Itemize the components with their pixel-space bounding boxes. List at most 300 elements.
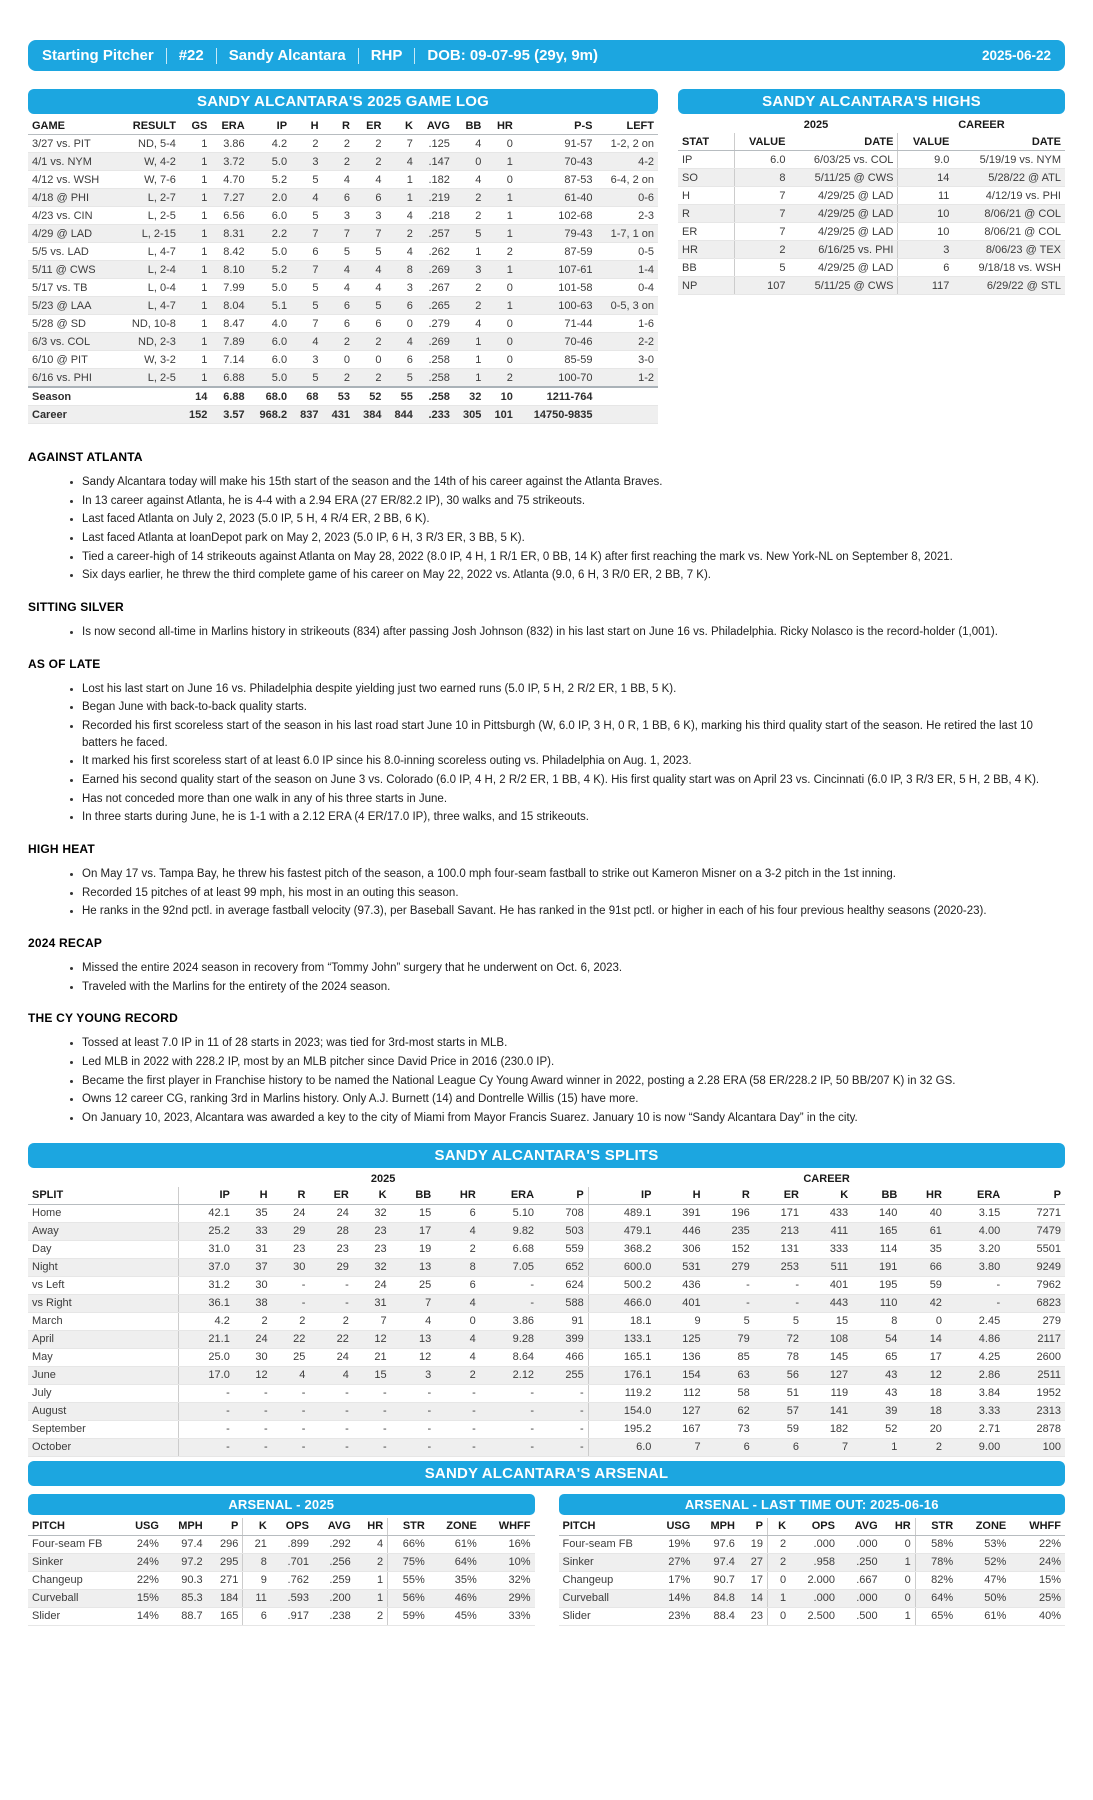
- table-cell: L, 4-7: [118, 297, 180, 315]
- table-cell: .259: [313, 1571, 355, 1589]
- arsenal-lasttimeout-title-bar: ARSENAL - LAST TIME OUT: 2025-06-16: [559, 1494, 1066, 1515]
- table-cell: 195: [852, 1276, 901, 1294]
- column-header: BB: [391, 1187, 436, 1205]
- table-cell: 8: [852, 1312, 901, 1330]
- column-header: RESULT: [118, 117, 180, 135]
- table-row: [28, 1535, 535, 1553]
- table-cell: 6/16/25 vs. PHI: [789, 241, 897, 259]
- group-header-cell: 2025: [370, 1172, 396, 1185]
- table-cell: 4.2: [178, 1312, 234, 1330]
- table-cell: 97.4: [163, 1535, 207, 1553]
- table-cell: .000: [839, 1589, 882, 1607]
- arsenal-lasttimeout-table: [559, 1518, 1066, 1626]
- table-cell: 82%: [915, 1571, 957, 1589]
- table-cell: 0: [485, 171, 516, 189]
- table-cell: 446: [655, 1222, 704, 1240]
- table-cell: .958: [790, 1553, 839, 1571]
- table-cell: 4: [354, 171, 385, 189]
- table-cell: 588: [538, 1294, 588, 1312]
- table-cell: 85-59: [517, 351, 597, 369]
- splits-table: [28, 1171, 1065, 1457]
- table-cell: 39: [852, 1402, 901, 1420]
- table-cell: 4.70: [211, 171, 248, 189]
- table-cell: 24%: [120, 1535, 163, 1553]
- table-cell: [118, 406, 180, 424]
- table-cell: -: [391, 1384, 436, 1402]
- table-cell: 4: [309, 1366, 352, 1384]
- table-cell: 16%: [481, 1535, 535, 1553]
- table-cell: -: [309, 1276, 352, 1294]
- table-cell: 14: [901, 1330, 946, 1348]
- table-cell: 53%: [957, 1535, 1010, 1553]
- table-cell: 2: [272, 1312, 310, 1330]
- column-header: DATE: [953, 133, 1065, 151]
- table-cell: 31: [353, 1294, 391, 1312]
- bullet-item: • On May 17 vs. Tampa Bay, he threw his fastest pitch of the season, a 100.0 mph four-seam fastball to strike out Kameron Misner on a 3-2 pitch in the 1st inning.: [82, 866, 1065, 883]
- game-log-table: [28, 117, 658, 424]
- table-cell: 14750-9835: [517, 406, 597, 424]
- header-divider: [414, 48, 415, 64]
- bullet-item: • In 13 career against Atlanta, he is 4-4 with a 2.94 ERA (27 ER/82.2 IP), 30 walks and 75 strikeouts.: [82, 493, 1065, 510]
- table-cell: 45%: [429, 1607, 481, 1625]
- table-cell: -: [435, 1402, 480, 1420]
- table-cell: .219: [417, 189, 454, 207]
- table-cell: L, 2-5: [118, 207, 180, 225]
- table-cell: 78: [754, 1348, 803, 1366]
- column-header: PITCH: [559, 1518, 651, 1536]
- table-cell: -: [234, 1384, 272, 1402]
- table-cell: 90.7: [694, 1571, 739, 1589]
- table-row: [28, 153, 658, 171]
- table-cell: 13: [391, 1330, 436, 1348]
- table-cell: .238: [313, 1607, 355, 1625]
- table-cell: -: [309, 1420, 352, 1438]
- bullet-item: • Has not conceded more than one walk in any of his three starts in June.: [82, 791, 1065, 808]
- table-cell: 10: [898, 223, 953, 241]
- table-cell: 6.88: [211, 369, 248, 388]
- table-cell: 5: [705, 1312, 754, 1330]
- table-cell: 6: [435, 1276, 480, 1294]
- header-role: Starting Pitcher: [42, 47, 154, 64]
- table-cell: 2: [454, 207, 485, 225]
- column-header: ZONE: [429, 1518, 481, 1536]
- table-cell: 4.2: [249, 135, 291, 153]
- table-cell: 4: [385, 207, 416, 225]
- bullet-item: • On January 10, 2023, Alcantara was awarded a key to the city of Miami from Mayor Francis Suarez. January 10 is now “Sandy Alcantara Day” in the city.: [82, 1110, 1065, 1127]
- table-cell: 25: [272, 1348, 310, 1366]
- table-cell: 6.0: [249, 351, 291, 369]
- table-row: [28, 1240, 1065, 1258]
- table-row: [678, 187, 1065, 205]
- table-cell: 2: [323, 333, 354, 351]
- bullet-item: • He ranks in the 92nd pctl. in average fastball velocity (97.3), per Baseball Savant. He has ranked in the 91st pctl. or higher in each of his four previous healthy seasons (2020-23).: [82, 903, 1065, 920]
- table-row: [678, 223, 1065, 241]
- table-cell: -: [178, 1438, 234, 1456]
- bullet-item: • Began June with back-to-back quality starts.: [82, 699, 1065, 716]
- table-cell: 18: [901, 1402, 946, 1420]
- table-cell: 443: [803, 1294, 852, 1312]
- table-cell: 837: [291, 406, 322, 424]
- table-cell: 5.1: [249, 297, 291, 315]
- table-cell: 5: [454, 225, 485, 243]
- table-cell: -: [538, 1384, 588, 1402]
- table-cell: 30: [234, 1276, 272, 1294]
- table-cell: 4: [385, 153, 416, 171]
- column-header: P: [538, 1187, 588, 1205]
- table-cell: 4: [435, 1348, 480, 1366]
- table-cell: 61: [901, 1222, 946, 1240]
- table-cell: -: [435, 1438, 480, 1456]
- table-cell: 7.27: [211, 189, 248, 207]
- table-cell: 127: [655, 1402, 704, 1420]
- table-cell: 4: [323, 261, 354, 279]
- table-cell: 24: [353, 1276, 391, 1294]
- table-cell: 2: [355, 1607, 388, 1625]
- header-divider: [358, 48, 359, 64]
- table-cell: 6: [323, 189, 354, 207]
- table-cell: 85: [705, 1348, 754, 1366]
- table-cell: Day: [28, 1240, 178, 1258]
- column-header: VALUE: [734, 133, 789, 151]
- table-cell: 12: [234, 1366, 272, 1384]
- table-cell: -: [538, 1438, 588, 1456]
- table-cell: -: [178, 1420, 234, 1438]
- table-cell: -: [178, 1402, 234, 1420]
- notes-section: [28, 936, 1065, 995]
- table-cell: 2.86: [946, 1366, 1004, 1384]
- table-cell: 8/06/23 @ TEX: [953, 241, 1065, 259]
- table-row: [28, 1258, 1065, 1276]
- table-cell: 0: [385, 315, 416, 333]
- table-cell: 15: [391, 1204, 436, 1222]
- table-cell: 4: [354, 261, 385, 279]
- table-cell: 23%: [651, 1607, 695, 1625]
- table-cell: 55: [385, 387, 416, 406]
- table-cell: 0: [485, 279, 516, 297]
- table-cell: 35: [901, 1240, 946, 1258]
- table-cell: 88.4: [694, 1607, 739, 1625]
- table-cell: 1952: [1004, 1384, 1065, 1402]
- table-cell: 7: [385, 135, 416, 153]
- table-cell: 43: [852, 1366, 901, 1384]
- table-cell: 37: [234, 1258, 272, 1276]
- table-cell: 53: [323, 387, 354, 406]
- column-header: SPLIT: [28, 1187, 178, 1205]
- table-cell: 11: [898, 187, 953, 205]
- table-row: [28, 171, 658, 189]
- table-cell: .258: [417, 387, 454, 406]
- table-cell: 213: [754, 1222, 803, 1240]
- table-cell: 100-63: [517, 297, 597, 315]
- table-cell: 27%: [651, 1553, 695, 1571]
- table-cell: [118, 387, 180, 406]
- table-cell: Slider: [28, 1607, 120, 1625]
- table-cell: 12: [901, 1366, 946, 1384]
- table-cell: May: [28, 1348, 178, 1366]
- table-cell: 0: [485, 333, 516, 351]
- table-cell: -: [391, 1420, 436, 1438]
- table-cell: 2: [767, 1553, 790, 1571]
- table-cell: 57: [754, 1402, 803, 1420]
- table-cell: 5.0: [249, 243, 291, 261]
- table-row: [28, 1384, 1065, 1402]
- table-cell: 2: [354, 369, 385, 388]
- table-cell: -: [480, 1294, 538, 1312]
- column-header: IP: [178, 1187, 234, 1205]
- table-cell: 1: [180, 369, 211, 388]
- table-cell: 152: [705, 1240, 754, 1258]
- table-cell: .256: [313, 1553, 355, 1571]
- table-cell: 167: [655, 1420, 704, 1438]
- table-cell: 6: [385, 351, 416, 369]
- table-cell: September: [28, 1420, 178, 1438]
- table-cell: 6.0: [734, 151, 789, 169]
- table-cell: 31.0: [178, 1240, 234, 1258]
- table-cell: 489.1: [588, 1204, 655, 1222]
- table-cell: 58: [705, 1384, 754, 1402]
- table-cell: 114: [852, 1240, 901, 1258]
- column-header: BB: [852, 1187, 901, 1205]
- table-cell: IP: [678, 151, 734, 169]
- table-cell: 306: [655, 1240, 704, 1258]
- table-cell: 3.84: [946, 1384, 1004, 1402]
- bullet-item: • Tossed at least 7.0 IP in 11 of 28 starts in 2023; was tied for 3rd-most starts in MLB.: [82, 1035, 1065, 1052]
- table-cell: 4: [291, 189, 322, 207]
- column-header: HR: [435, 1187, 480, 1205]
- table-cell: 3-0: [596, 351, 658, 369]
- table-cell: 2.45: [946, 1312, 1004, 1330]
- table-cell: March: [28, 1312, 178, 1330]
- bullet-item: • Missed the entire 2024 season in recovery from “Tommy John” surgery that he underwent on Oct. 6, 2023.: [82, 960, 1065, 977]
- table-cell: 6: [705, 1438, 754, 1456]
- table-cell: 2: [454, 189, 485, 207]
- table-cell: 2.12: [480, 1366, 538, 1384]
- table-cell: 64%: [915, 1589, 957, 1607]
- table-cell: 8/06/21 @ COL: [953, 223, 1065, 241]
- table-cell: 0: [485, 315, 516, 333]
- group-header-cell: CAREER: [803, 1172, 850, 1185]
- table-cell: 8: [734, 169, 789, 187]
- table-cell: 399: [538, 1330, 588, 1348]
- table-cell: 22: [309, 1330, 352, 1348]
- table-cell: Curveball: [28, 1589, 120, 1607]
- table-cell: 433: [803, 1204, 852, 1222]
- table-cell: 59%: [388, 1607, 429, 1625]
- table-cell: 6/3 vs. COL: [28, 333, 118, 351]
- notes-region: [28, 450, 1065, 1127]
- table-cell: L, 2-4: [118, 261, 180, 279]
- table-row: [678, 259, 1065, 277]
- table-row: [28, 1553, 535, 1571]
- table-cell: .899: [271, 1535, 313, 1553]
- table-cell: 152: [180, 406, 211, 424]
- table-cell: 9.82: [480, 1222, 538, 1240]
- table-cell: 2: [234, 1312, 272, 1330]
- table-cell: Season: [28, 387, 118, 406]
- table-cell: 40%: [1010, 1607, 1065, 1625]
- table-cell: 4.00: [946, 1222, 1004, 1240]
- table-cell: 17: [901, 1348, 946, 1366]
- table-cell: 0: [767, 1607, 790, 1625]
- table-cell: .279: [417, 315, 454, 333]
- table-cell: 511: [803, 1258, 852, 1276]
- table-cell: 12: [391, 1348, 436, 1366]
- table-cell: 22%: [1010, 1535, 1065, 1553]
- table-cell: 14%: [120, 1607, 163, 1625]
- table-cell: 24: [272, 1204, 310, 1222]
- table-cell: -: [309, 1438, 352, 1456]
- table-cell: 5.10: [480, 1204, 538, 1222]
- table-cell: 97.4: [694, 1553, 739, 1571]
- table-cell: 127: [803, 1366, 852, 1384]
- table-cell: 844: [385, 406, 416, 424]
- bullet-item: • Recorded his first scoreless start of the season in his last road start June 10 in Pittsburgh (W, 6.0 IP, 3 H, 0 R, 1 BB, 6 K), marking his third quality start of the season. He retired the last 10 batters he faced.: [82, 718, 1065, 751]
- table-cell: [596, 387, 658, 406]
- table-cell: 1: [180, 153, 211, 171]
- table-cell: 24: [309, 1204, 352, 1222]
- column-header: K: [353, 1187, 391, 1205]
- table-cell: 50%: [957, 1589, 1010, 1607]
- table-cell: 401: [803, 1276, 852, 1294]
- column-header: K: [385, 117, 416, 135]
- table-cell: 9.00: [946, 1438, 1004, 1456]
- table-cell: 25%: [1010, 1589, 1065, 1607]
- table-cell: 1: [485, 189, 516, 207]
- table-cell: 55%: [388, 1571, 429, 1589]
- table-cell: 33%: [481, 1607, 535, 1625]
- table-cell: R: [678, 205, 734, 223]
- table-cell: 6/16 vs. PHI: [28, 369, 118, 388]
- table-cell: 18.1: [588, 1312, 655, 1330]
- table-cell: 17: [739, 1571, 768, 1589]
- column-header: STR: [915, 1518, 957, 1536]
- table-cell: 15%: [1010, 1571, 1065, 1589]
- table-cell: Changeup: [559, 1571, 651, 1589]
- table-row: [28, 189, 658, 207]
- table-cell: 0: [901, 1312, 946, 1330]
- bullet-item: • Six days earlier, he threw the third complete game of his career on May 22, 2022 vs. Atlanta (9.0, 6 H, 3 R/0 ER, 2 BB, 7 K).: [82, 567, 1065, 584]
- table-cell: 4: [323, 279, 354, 297]
- table-cell: 708: [538, 1204, 588, 1222]
- table-cell: 1: [180, 315, 211, 333]
- table-row: [28, 1348, 1065, 1366]
- table-cell: 112: [655, 1384, 704, 1402]
- arsenal-season-table: [28, 1518, 535, 1626]
- table-cell: 6.0: [588, 1438, 655, 1456]
- table-row: [28, 1420, 1065, 1438]
- table-cell: 3.86: [211, 135, 248, 153]
- table-cell: 2-2: [596, 333, 658, 351]
- table-header-row: [678, 133, 1065, 151]
- table-cell: .125: [417, 135, 454, 153]
- table-cell: 4: [454, 315, 485, 333]
- table-cell: 6.56: [211, 207, 248, 225]
- table-cell: 21: [243, 1535, 271, 1553]
- table-cell: 4: [435, 1294, 480, 1312]
- column-header: H: [234, 1187, 272, 1205]
- table-cell: H: [678, 187, 734, 205]
- table-cell: .182: [417, 171, 454, 189]
- table-cell: 2: [454, 297, 485, 315]
- table-cell: 2: [767, 1535, 790, 1553]
- table-cell: 17.0: [178, 1366, 234, 1384]
- table-cell: 2.71: [946, 1420, 1004, 1438]
- table-cell: .701: [271, 1553, 313, 1571]
- table-cell: 84.8: [694, 1589, 739, 1607]
- table-cell: 14: [180, 387, 211, 406]
- table-row: [28, 225, 658, 243]
- table-cell: 3.80: [946, 1258, 1004, 1276]
- table-row: [28, 315, 658, 333]
- table-cell: 6: [291, 243, 322, 261]
- table-cell: -: [272, 1294, 310, 1312]
- table-cell: 1: [454, 333, 485, 351]
- table-cell: -: [353, 1402, 391, 1420]
- table-cell: Away: [28, 1222, 178, 1240]
- table-cell: .250: [839, 1553, 882, 1571]
- bullet-item: • Became the first player in Franchise history to be named the National League Cy Young Award winner in 2022, posting a 2.28 ERA (58 ER/228.2 IP, 50 BB/207 K) in 32 GS.: [82, 1073, 1065, 1090]
- column-header: OPS: [271, 1518, 313, 1536]
- column-header: R: [272, 1187, 310, 1205]
- table-cell: 43: [852, 1384, 901, 1402]
- table-cell: .257: [417, 225, 454, 243]
- column-header: R: [705, 1187, 754, 1205]
- table-cell: 23: [739, 1607, 768, 1625]
- table-cell: 4.25: [946, 1348, 1004, 1366]
- notes-section: [28, 1011, 1065, 1126]
- table-cell: -: [705, 1276, 754, 1294]
- table-cell: 8: [435, 1258, 480, 1276]
- table-cell: 0: [485, 135, 516, 153]
- table-cell: 2: [355, 1553, 388, 1571]
- table-cell: 101-58: [517, 279, 597, 297]
- highs-panel: [678, 89, 1065, 295]
- table-cell: 79-43: [517, 225, 597, 243]
- table-cell: 2: [323, 369, 354, 388]
- bullet-item: • Earned his second quality start of the season on June 3 vs. Colorado (6.0 IP, 4 H, 2 R/2 ER, 1 BB, 4 K). His first quality start was on April 23 vs. Cincinnati (6.0 IP, 3 R/3 ER, 5 H, 2 BB, 4 K).: [82, 772, 1065, 789]
- table-cell: 1: [485, 261, 516, 279]
- table-cell: 28: [309, 1222, 352, 1240]
- table-cell: 368.2: [588, 1240, 655, 1258]
- table-cell: 165.1: [588, 1348, 655, 1366]
- table-cell: 90.3: [163, 1571, 207, 1589]
- table-cell: -: [754, 1276, 803, 1294]
- table-cell: 56: [754, 1366, 803, 1384]
- column-header: ZONE: [957, 1518, 1010, 1536]
- table-cell: 97.2: [163, 1553, 207, 1571]
- column-header: P: [739, 1518, 768, 1536]
- arsenal-title-bar: SANDY ALCANTARA'S ARSENAL: [28, 1461, 1065, 1486]
- table-row: [28, 369, 658, 388]
- table-cell: 182: [803, 1420, 852, 1438]
- column-header: ER: [354, 117, 385, 135]
- table-cell: 0: [767, 1571, 790, 1589]
- table-header-row: [28, 1518, 535, 1536]
- table-cell: -: [309, 1294, 352, 1312]
- table-cell: 305: [454, 406, 485, 424]
- column-header: AVG: [313, 1518, 355, 1536]
- column-header: ER: [754, 1187, 803, 1205]
- table-cell: 7: [734, 205, 789, 223]
- table-cell: 466: [538, 1348, 588, 1366]
- section-heading: THE CY YOUNG RECORD: [28, 1011, 179, 1026]
- table-cell: 30: [272, 1258, 310, 1276]
- column-header: AVG: [417, 117, 454, 135]
- table-cell: 6/03/25 vs. COL: [789, 151, 897, 169]
- table-cell: 23: [353, 1222, 391, 1240]
- table-row: [28, 279, 658, 297]
- table-cell: 6: [354, 189, 385, 207]
